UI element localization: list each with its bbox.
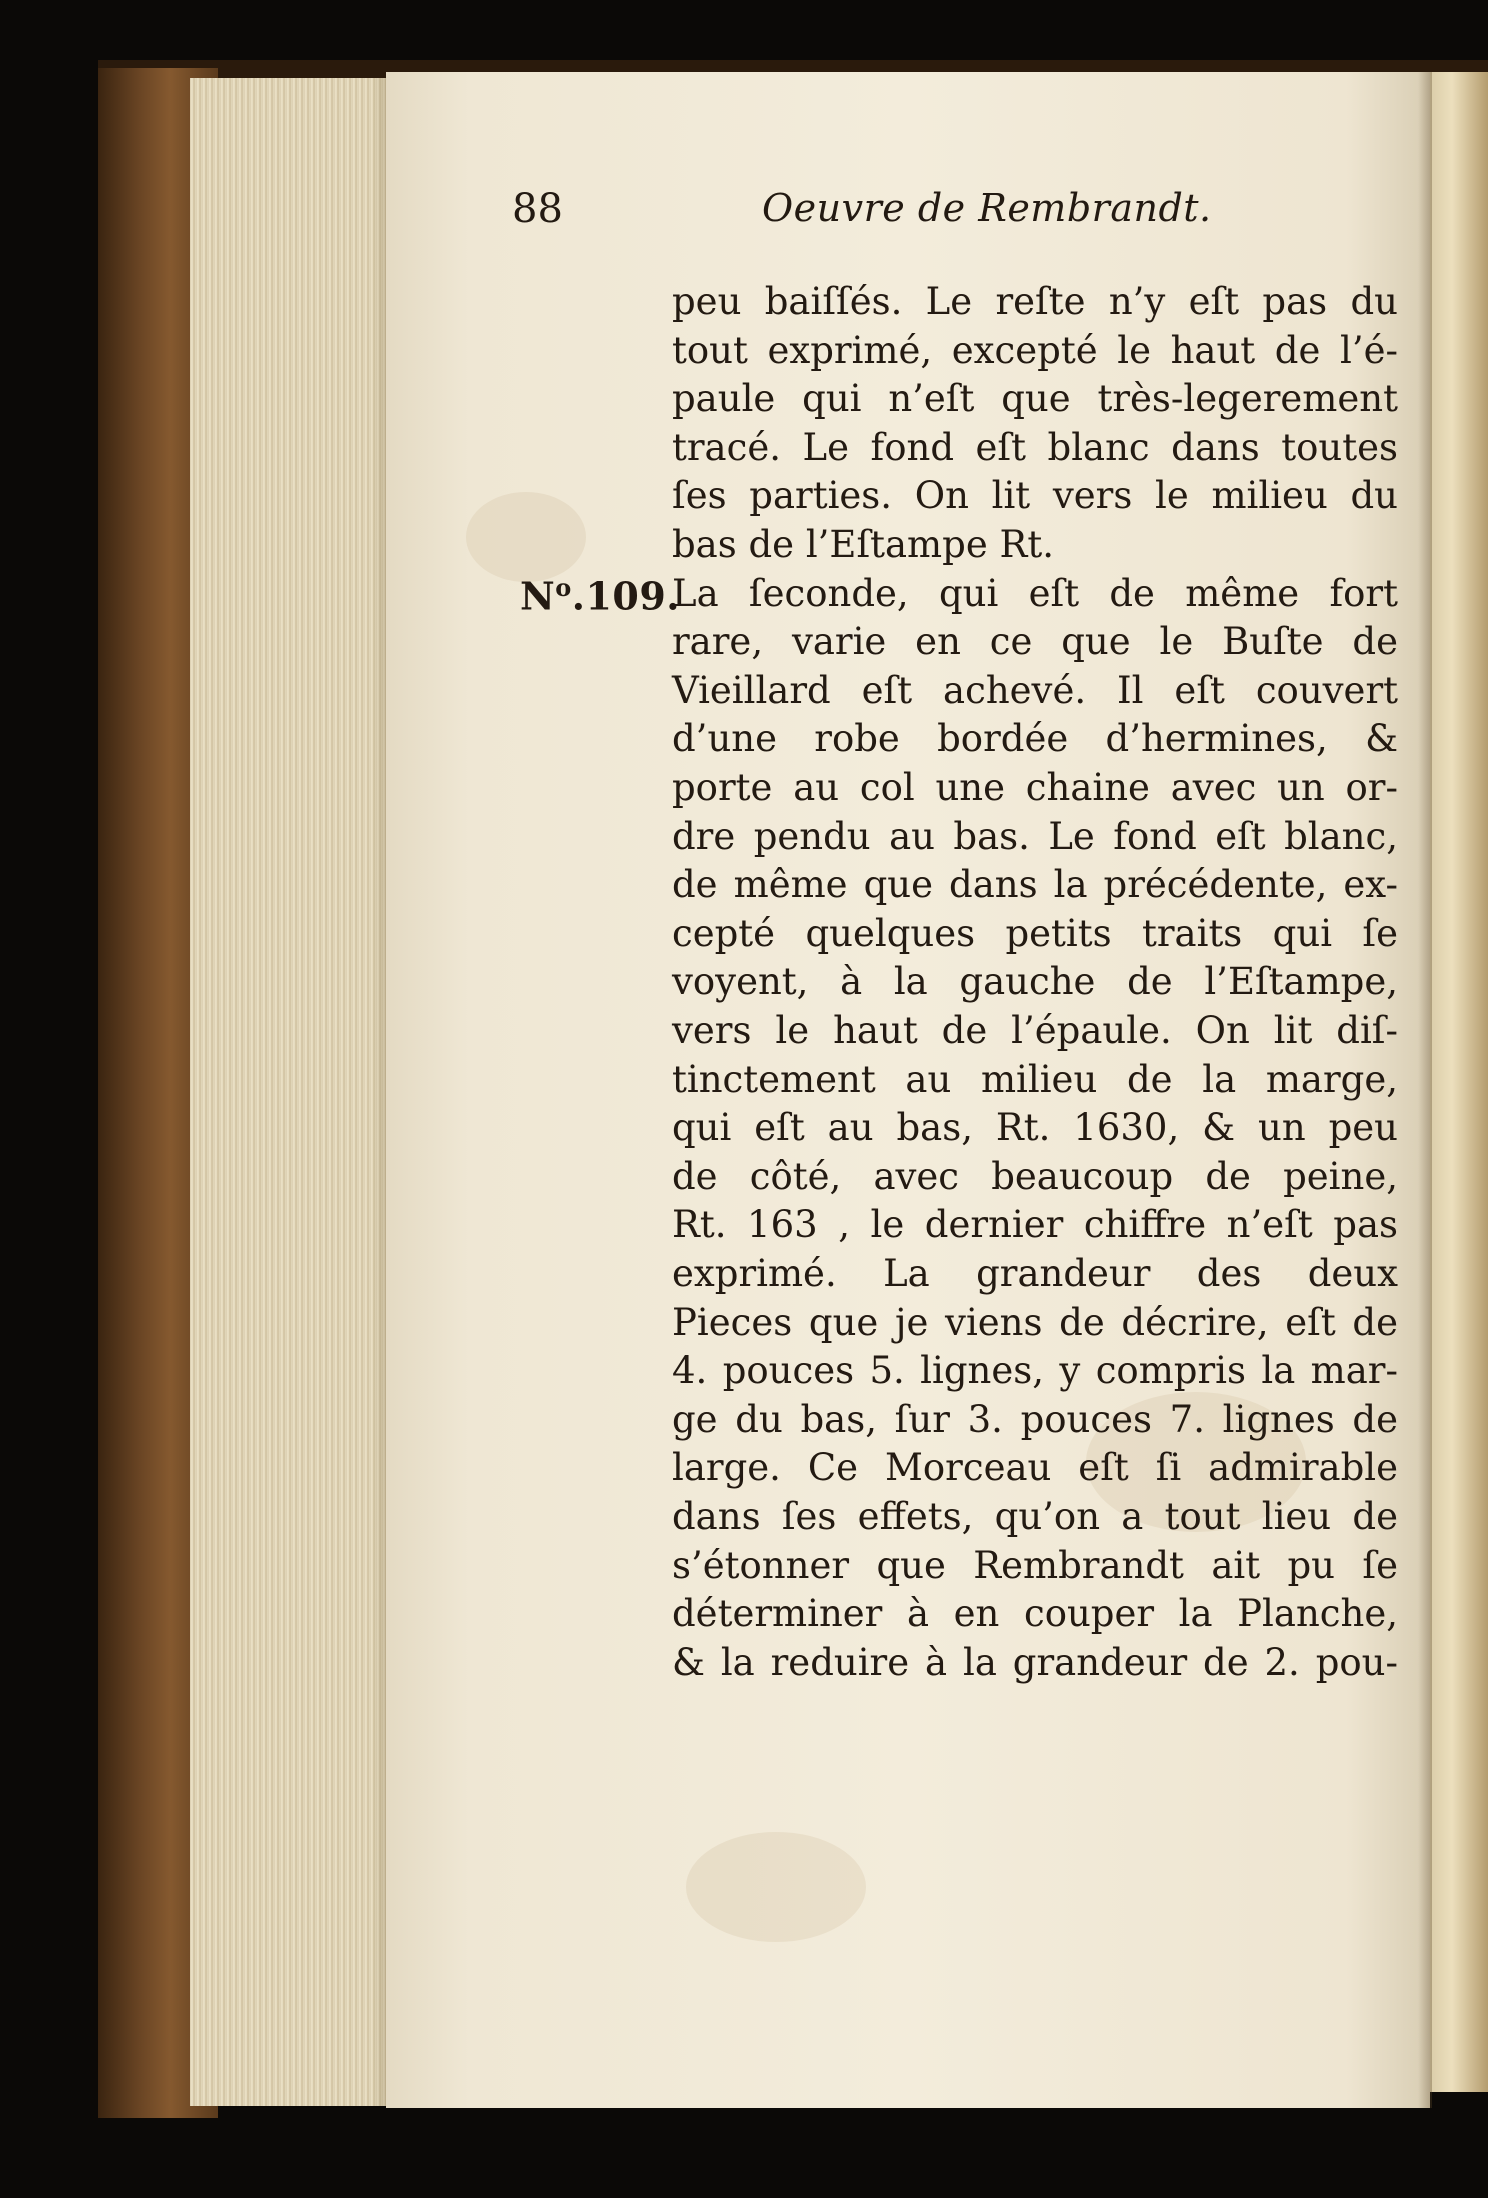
text-line: de même que dans la précédente, ex- — [672, 863, 1398, 907]
text-line: bas de l’Eſtampe Rt. — [672, 523, 1054, 566]
text-line: qui eſt au bas, Rt. 1630, & un peu — [672, 1106, 1398, 1150]
paper-stain — [686, 1832, 866, 1942]
text-line: vers le haut de l’épaule. On lit diſ- — [672, 1009, 1398, 1052]
facing-page — [1428, 72, 1488, 2092]
text-line: peu baiſſés. Le reſte n’y eſt pas du — [672, 280, 1398, 323]
entry-number-value: .109. — [571, 573, 681, 619]
text-line: Rt. 163 , le dernier chiffre n’eſt pas — [672, 1203, 1398, 1247]
text-line: d’une robe bordée d’hermines, & — [672, 717, 1398, 761]
text-line: Vieillard eſt achevé. Il eſt couvert — [672, 668, 1398, 712]
entry-number — [520, 573, 680, 619]
text-line: tracé. Le fond eſt blanc dans toutes — [672, 425, 1398, 469]
text-line: porte au col une chaine avec un or- — [672, 766, 1398, 809]
text-line: paule qui n’eſt que très-legerement — [672, 377, 1398, 421]
text-line: large. Ce Morceau eſt ſi admirable — [672, 1446, 1398, 1490]
text-line: de côté, avec beaucoup de peine, — [672, 1154, 1398, 1198]
text-line: déterminer à en couper la Planche, — [672, 1592, 1398, 1636]
text-line: dans ſes effets, qu’on a tout lieu de — [672, 1495, 1398, 1538]
paper-stain — [466, 492, 586, 582]
text-line: & la reduire à la grandeur de 2. pou- — [672, 1640, 1398, 1684]
running-head: Oeuvre de Rembrandt. — [762, 186, 1212, 230]
gutter-shadow — [1418, 72, 1432, 2108]
text-line: La ſeconde, qui eſt de même fort — [672, 571, 1398, 615]
text-line: cepté quelques petits traits qui ſe — [672, 911, 1398, 955]
page-edges — [190, 78, 390, 2106]
text-line: ſes parties. On lit vers le milieu du — [672, 474, 1398, 518]
text-line: dre pendu au bas. Le fond eſt blanc, — [672, 814, 1398, 858]
text-line: tinctement au milieu de la marge, — [672, 1057, 1398, 1101]
text-line: s’étonner que Rembrandt ait pu ſe — [672, 1543, 1398, 1587]
text-line: rare, varie en ce que le Buſte de — [672, 620, 1398, 664]
entry-number-prefix: N — [520, 573, 556, 619]
text-line: voyent, à la gauche de l’Eſtampe, — [672, 960, 1398, 1004]
text-line: exprimé. La grandeur des deux — [672, 1252, 1398, 1295]
text-line: 4. pouces 5. lignes, y compris la mar- — [672, 1349, 1398, 1393]
page-number: 88 — [512, 186, 563, 232]
text-line: tout exprimé, excepté le haut de l’é- — [672, 328, 1398, 372]
text-line: Pieces que je viens de décrire, eſt de — [672, 1300, 1398, 1344]
entry-number-ordinal: o — [555, 573, 572, 602]
text-line: ge du bas, ſur 3. pouces 7. lignes de — [672, 1397, 1398, 1441]
